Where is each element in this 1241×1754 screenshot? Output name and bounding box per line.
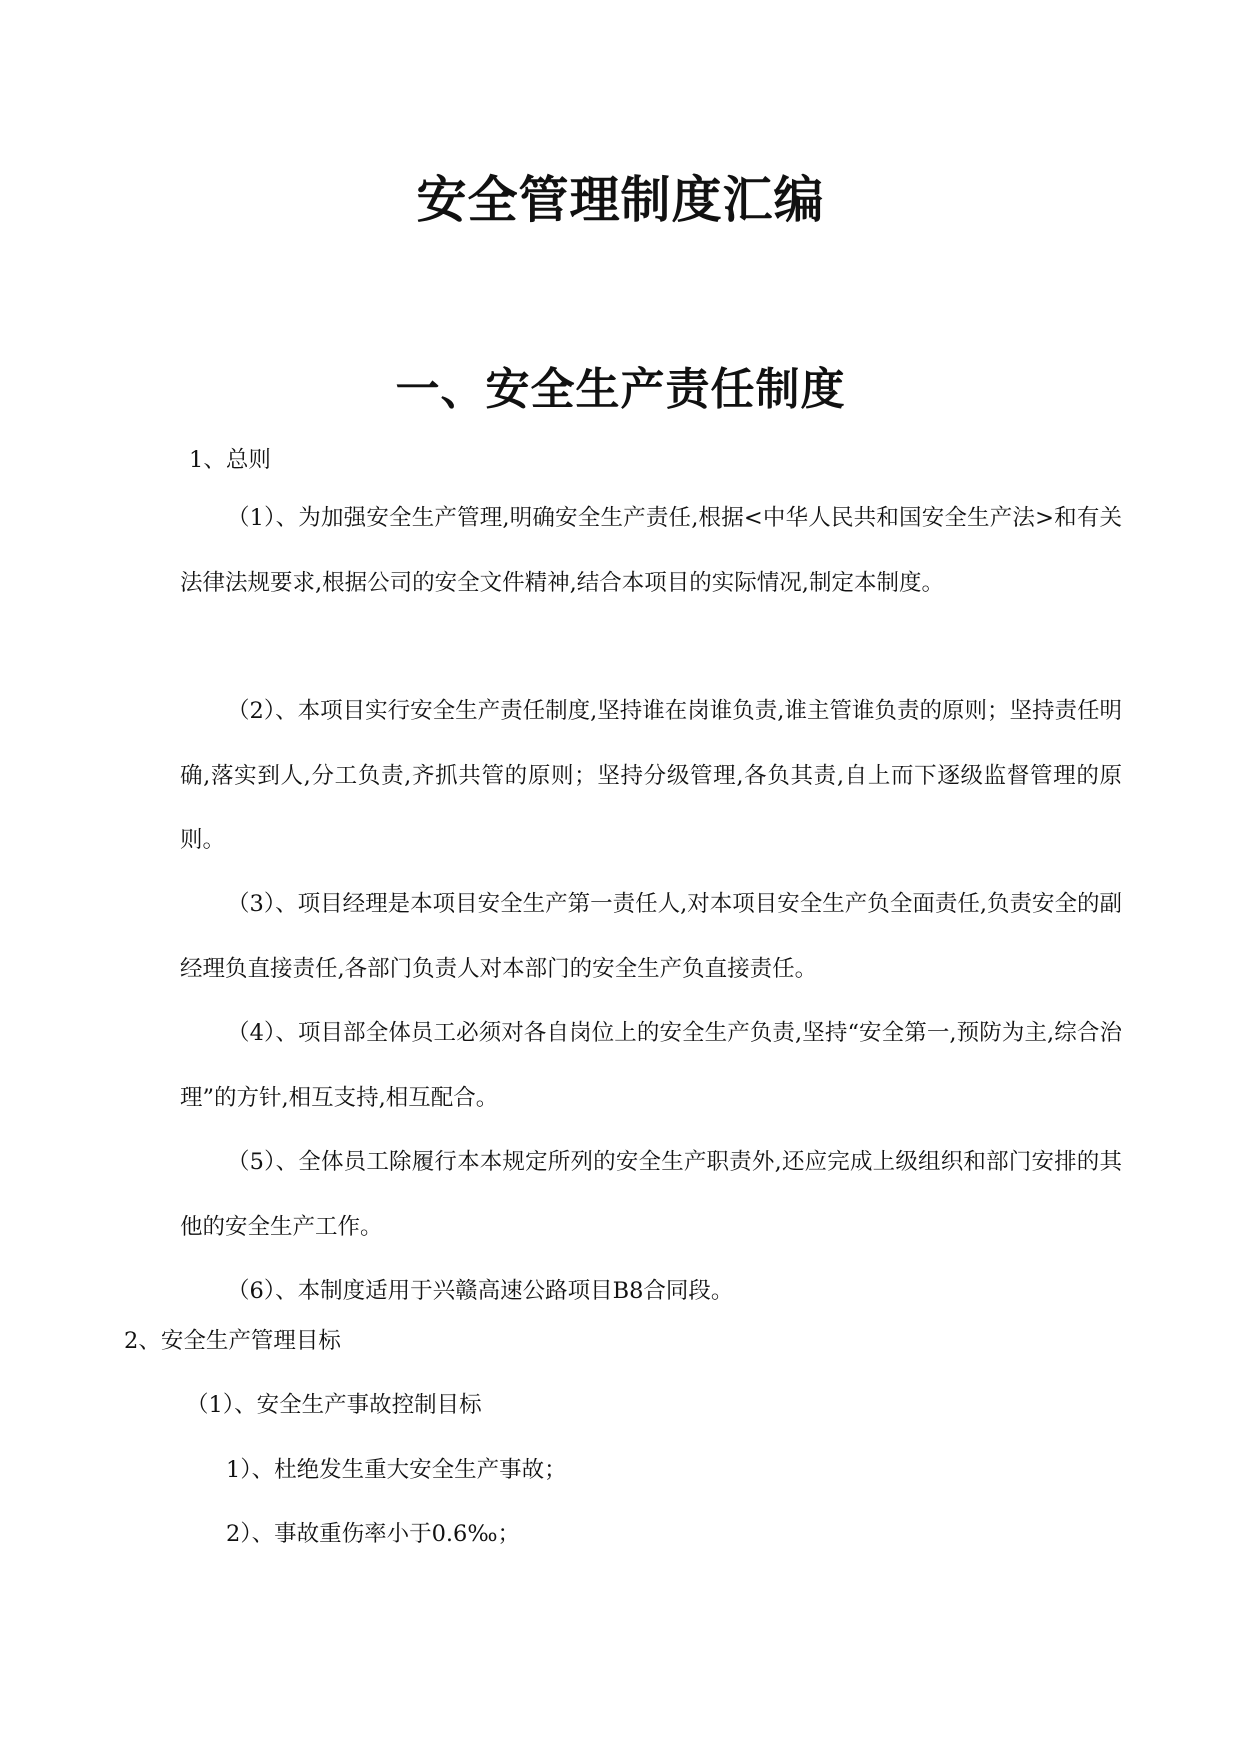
subheading-accident-control-targets: （1）、安全生产事故控制目标 <box>186 1392 482 1418</box>
paragraph-3: （3）、项目经理是本项目安全生产第一责任人,对本项目安全生产负全面责任,负责安全的副经理负直接责任,各部门负责人对本部门的安全生产负直接责任。 <box>180 891 1122 982</box>
paragraph-4: （4）、项目部全体员工必须对各自岗位上的安全生产负责,坚持“安全第一,预防为主,综合治理”的方针,相互支持,相互配合。 <box>180 1020 1122 1111</box>
heading-management-targets: 2、安全生产管理目标 <box>124 1328 341 1354</box>
section-title: 一、安全生产责任制度 <box>395 364 846 415</box>
list-item: 1）、杜绝发生重大安全生产事故； <box>226 1457 567 1483</box>
paragraph-5: （5）、全体员工除履行本本规定所列的安全生产职责外,还应完成上级组织和部门安排的其他的安全生产工作。 <box>180 1149 1122 1240</box>
heading-general-provisions: 1、总则 <box>189 447 271 473</box>
document-title: 安全管理制度汇编 <box>416 171 825 229</box>
list-item: 2）、事故重伤率小于0.6‰； <box>226 1521 521 1547</box>
paragraph-6: （6）、本制度适用于兴赣高速公路项目B8合同段。 <box>227 1278 734 1304</box>
paragraph-2: （2）、本项目实行安全生产责任制度,坚持谁在岗谁负责,谁主管谁负责的原则；坚持责任明确,落实到人,分工负责,齐抓共管的原则；坚持分级管理,各负其责,自上而下逐级监督管理的原则。 <box>180 698 1122 853</box>
paragraph-1: （1）、为加强安全生产管理,明确安全生产责任,根据<中华人民共和国安全生产法>和有关法律法规要求,根据公司的安全文件精神,结合本项目的实际情况,制定本制度。 <box>180 505 1122 596</box>
